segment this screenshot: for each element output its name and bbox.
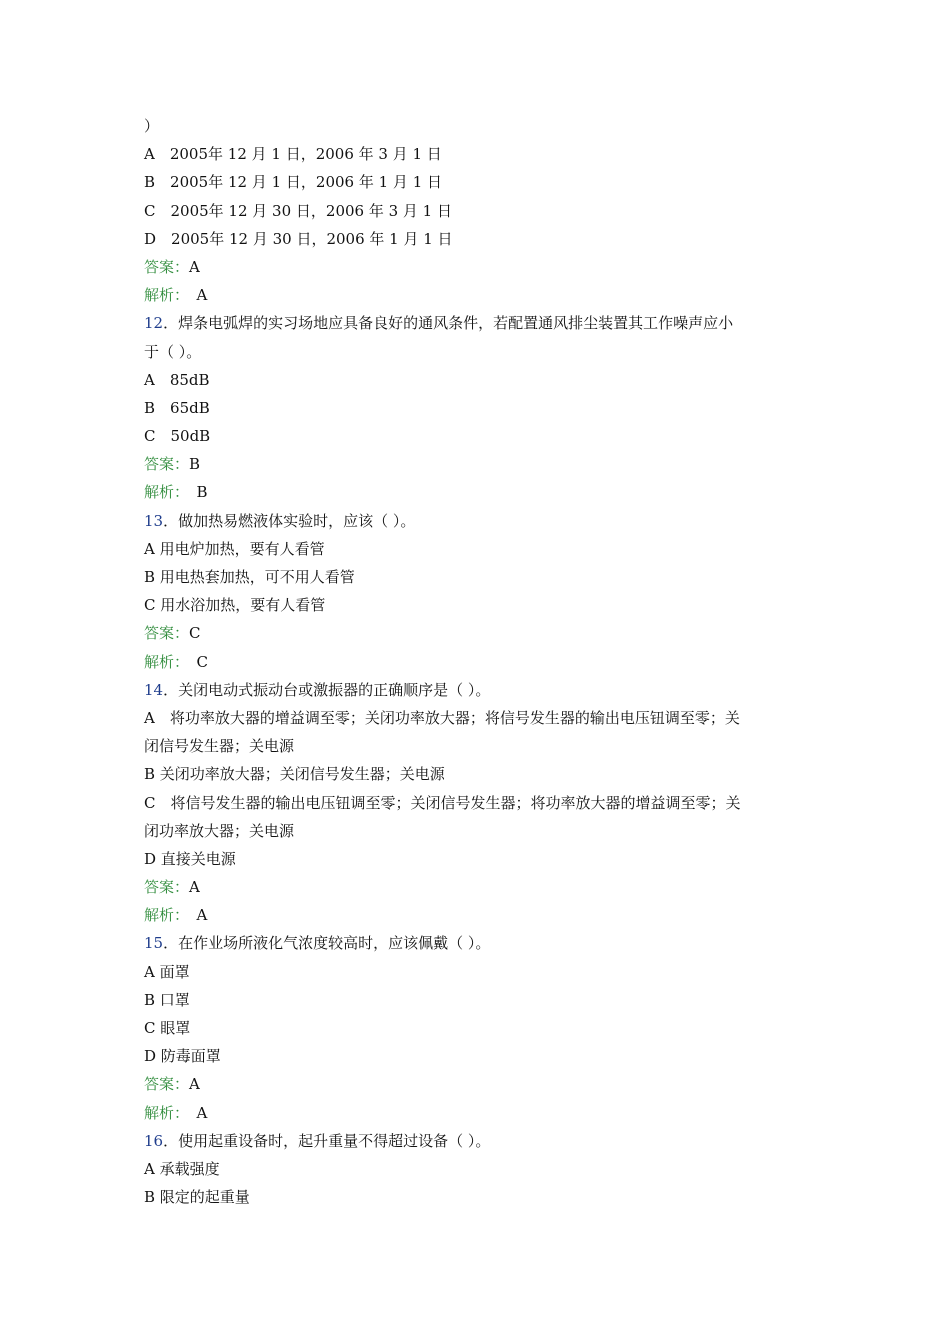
q11-option-b: B 2005年 12 月 1 日，2006 年 1 月 1 日 — [144, 173, 443, 192]
q12-analysis — [144, 478, 814, 506]
analysis-value: C — [181, 652, 208, 671]
analysis-value: A — [181, 286, 208, 305]
q14-option-a-line1: A 将功率放大器的增益调至零；关闭功率放大器；将信号发生器的输出电压钮调至零；关 — [144, 708, 740, 727]
q11-analysis — [144, 281, 814, 309]
q13-option-b: B 用电热套加热，可不用人看管 — [144, 568, 355, 586]
q11-answer — [144, 253, 814, 281]
q11-option-a: A 2005年 12 月 1 日，2006 年 3 月 1 日 — [144, 145, 442, 164]
q11-option-c: C 2005年 12 月 30 日，2006 年 3 月 1 日 — [144, 201, 452, 220]
document-page — [144, 112, 814, 1211]
analysis-label: 解析： — [144, 483, 182, 502]
q14-option-c-line1: C 将信号发生器的输出电压钮调至零；关闭信号发生器；将功率放大器的增益调至零；关 — [144, 793, 741, 812]
question-number: 13 — [144, 511, 164, 530]
carry-over-line: ） — [144, 117, 160, 135]
q14-option-b: B 关闭功率放大器；关闭信号发生器；关电源 — [144, 765, 445, 784]
q12-stem-line2: 于（ ）。 — [144, 342, 202, 361]
q12-option-b: B 65dB — [144, 398, 210, 417]
q15-answer — [144, 1070, 814, 1098]
q12-option-c: C 50dB — [144, 427, 211, 446]
question-text: ．做加热易燃液体实验时，应该（ ）。 — [163, 511, 416, 530]
analysis-label: 解析： — [144, 1103, 182, 1122]
answer-label: 答案： — [144, 1075, 190, 1094]
q16-stem — [144, 1127, 814, 1155]
analysis-value: B — [181, 483, 208, 502]
q16-option-a: A 承载强度 — [144, 1159, 220, 1178]
question-text: ．使用起重设备时，起升重量不得超过设备（ ）。 — [163, 1131, 491, 1150]
q13-option-a: A 用电炉加热，要有人看管 — [144, 539, 325, 558]
q16-option-b: B 限定的起重量 — [144, 1188, 250, 1207]
q15-option-b: B 口罩 — [144, 990, 190, 1009]
answer-value: A — [189, 1075, 200, 1094]
answer-value: A — [189, 878, 200, 897]
question-text: ．在作业场所液化气浓度较高时，应该佩戴（ ）。 — [163, 934, 491, 953]
q15-analysis — [144, 1099, 814, 1127]
analysis-value: A — [181, 906, 208, 925]
answer-label: 答案： — [144, 257, 190, 276]
q15-option-c: C 眼罩 — [144, 1019, 191, 1037]
answer-value: B — [189, 455, 201, 474]
q12-stem-line1 — [144, 309, 814, 337]
q14-stem — [144, 676, 814, 704]
question-number: 12 — [144, 314, 164, 333]
q11-option-d: D 2005年 12 月 30 日，2006 年 1 月 1 日 — [144, 229, 453, 248]
answer-label: 答案： — [144, 624, 190, 643]
q12-option-a: A 85dB — [144, 370, 210, 389]
q13-analysis — [144, 648, 814, 676]
answer-value: C — [189, 624, 201, 643]
answer-label: 答案： — [144, 878, 190, 897]
q14-option-a-line2: 闭信号发生器；关电源 — [144, 737, 295, 756]
analysis-label: 解析： — [144, 286, 182, 305]
q13-option-c: C 用水浴加热，要有人看管 — [144, 596, 326, 615]
question-text: ．关闭电动式振动台或激振器的正确顺序是（ ）。 — [163, 680, 491, 699]
answer-value: A — [189, 257, 200, 276]
q14-analysis — [144, 901, 814, 929]
answer-label: 答案： — [144, 455, 190, 474]
q13-answer — [144, 619, 814, 647]
question-text: ．焊条电弧焊的实习场地应具备良好的通风条件，若配置通风排尘装置其工作噪声应小 — [163, 314, 734, 333]
q15-option-d: D 防毒面罩 — [144, 1047, 221, 1066]
analysis-value: A — [181, 1103, 208, 1122]
q15-option-a: A 面罩 — [144, 962, 190, 981]
analysis-label: 解析： — [144, 652, 182, 671]
q13-stem — [144, 507, 814, 535]
question-number: 15 — [144, 934, 164, 953]
q14-option-d: D 直接关电源 — [144, 849, 236, 868]
q15-stem — [144, 929, 814, 957]
question-number: 16 — [144, 1131, 164, 1150]
analysis-label: 解析： — [144, 906, 182, 925]
q12-answer — [144, 450, 814, 478]
q14-answer — [144, 873, 814, 901]
question-number: 14 — [144, 680, 164, 699]
q14-option-c-line2: 闭功率放大器；关电源 — [144, 821, 295, 840]
